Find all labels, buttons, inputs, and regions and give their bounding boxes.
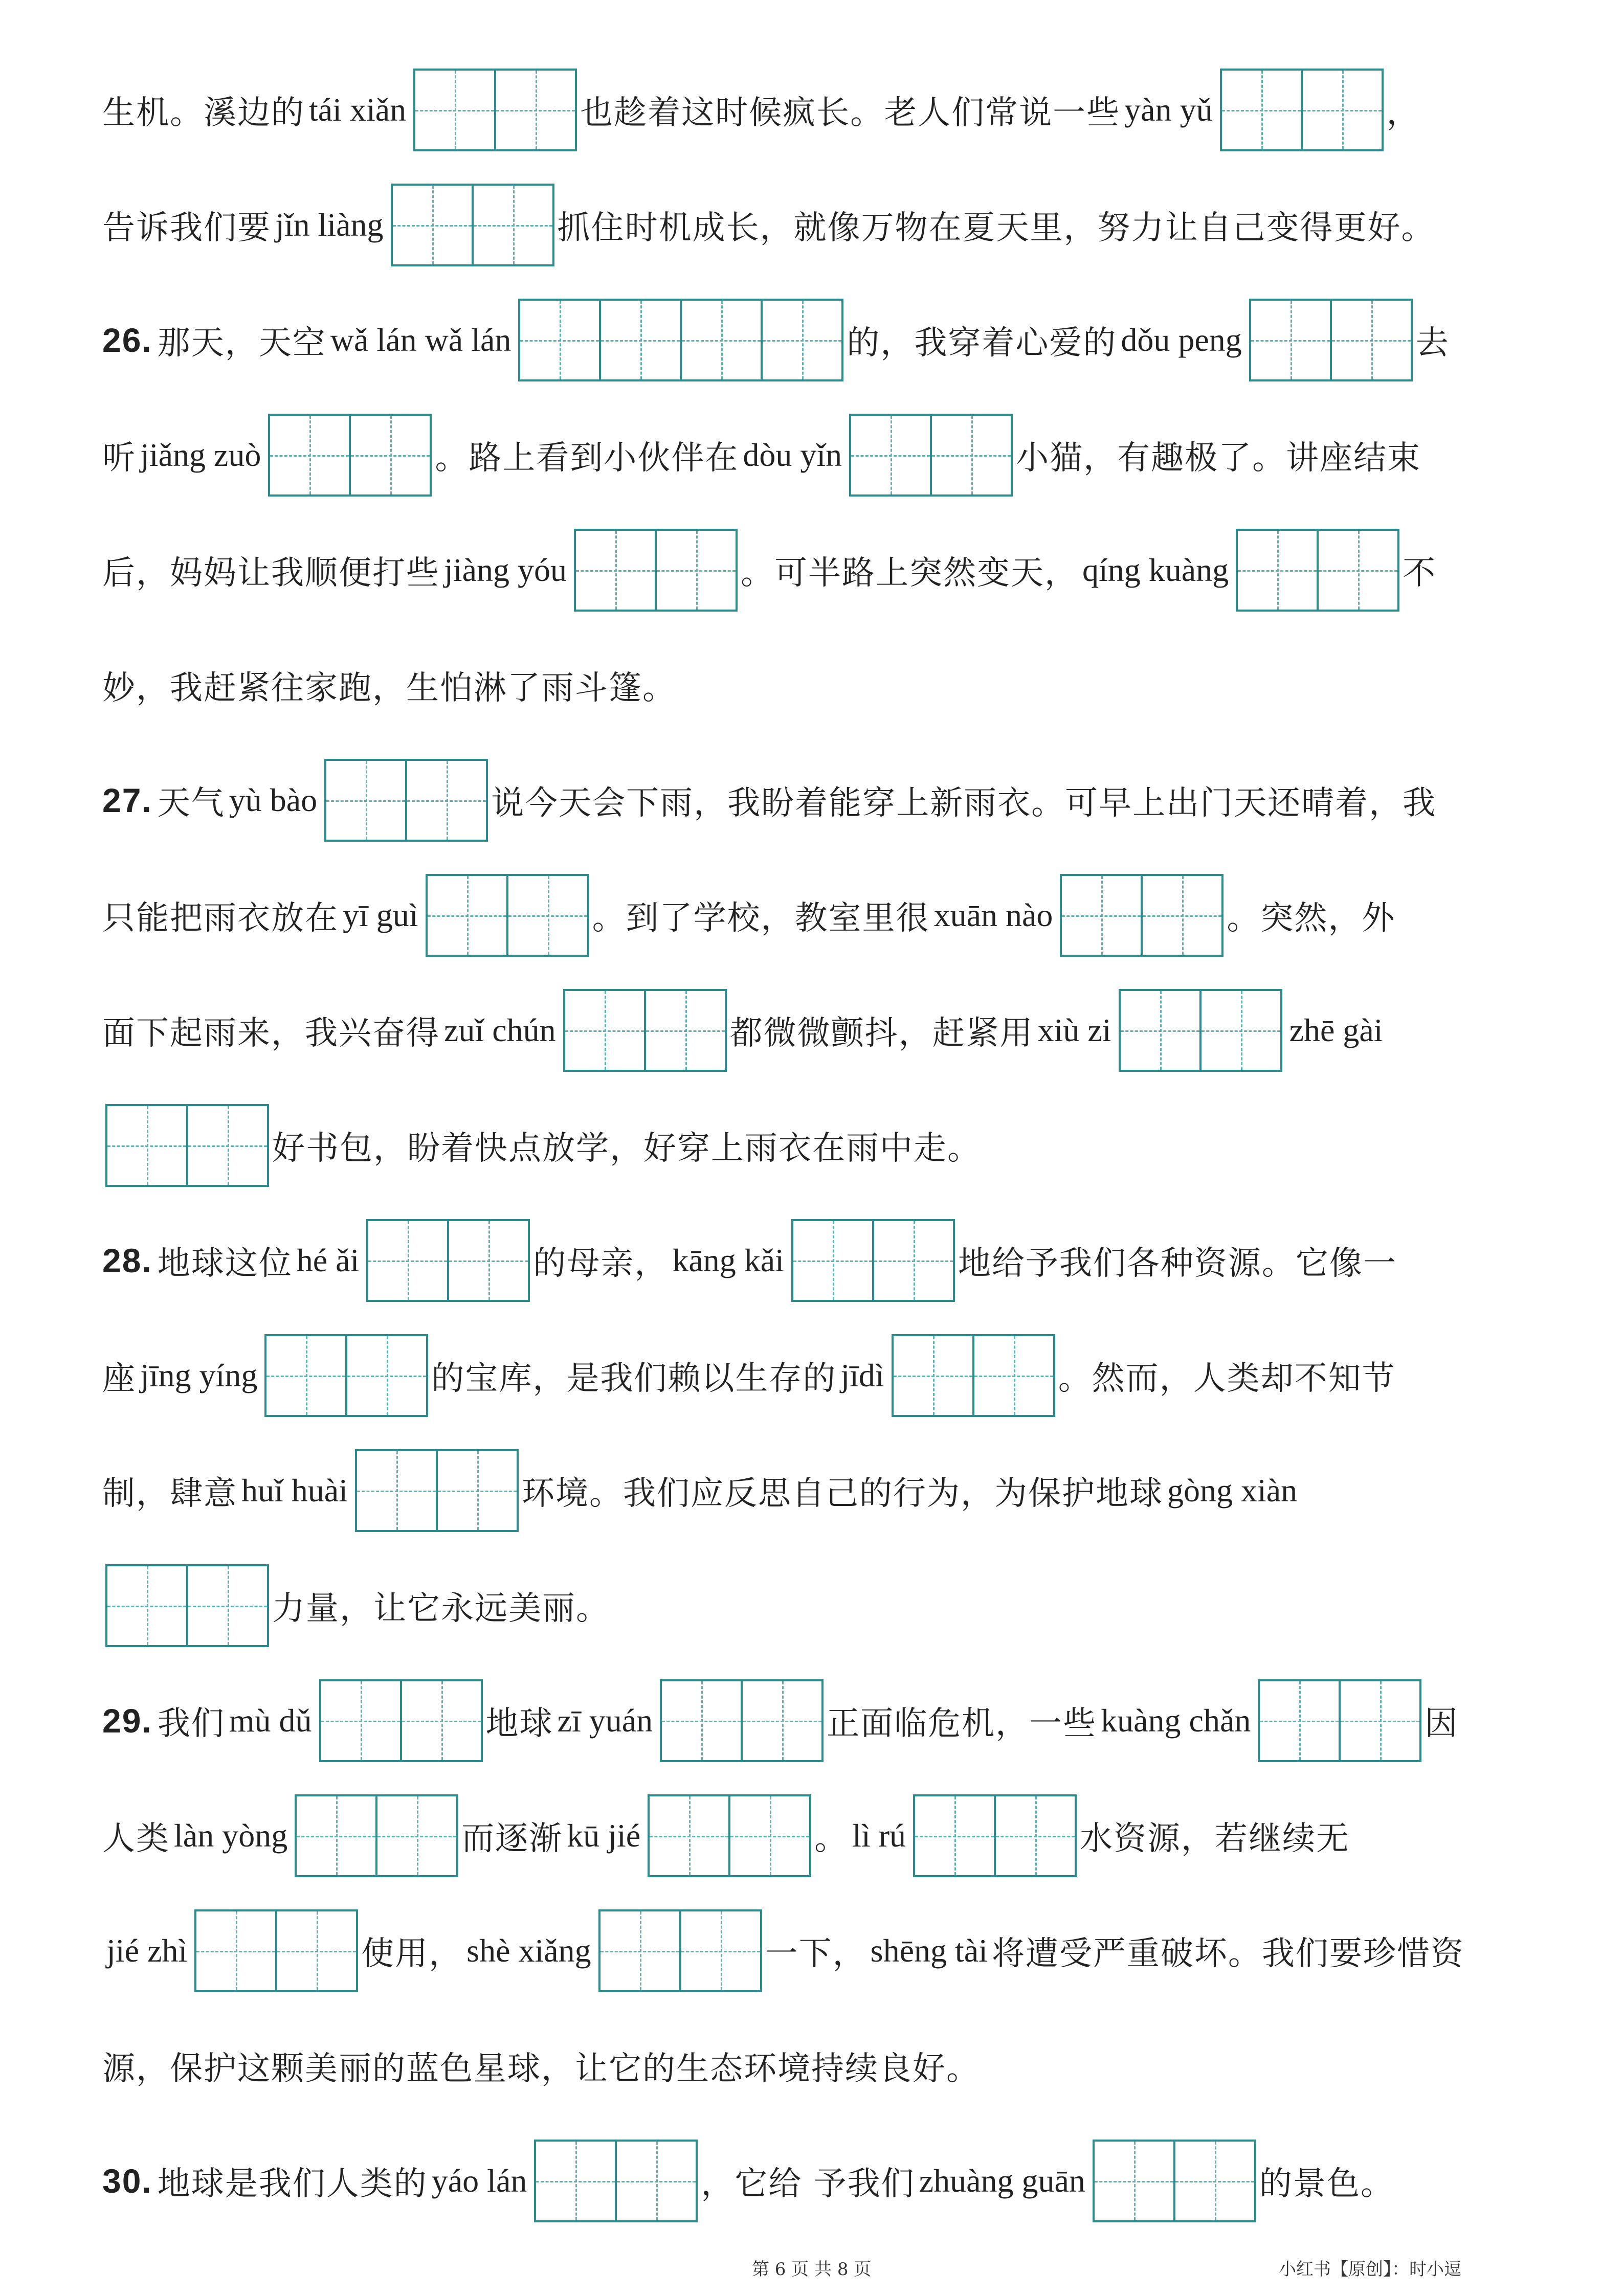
sentence-text: 人类 [102, 1820, 170, 1858]
answer-boxes[interactable] [534, 2140, 698, 2222]
answer-boxes[interactable] [105, 1104, 269, 1187]
sentence-text: 说今天会下雨，我盼着能穿上新雨衣。可早上出门天还晴着，我 [491, 784, 1437, 822]
sentence-text: 一下， [765, 1935, 866, 1973]
page-number: 第 6 页 共 8 页 [752, 2259, 872, 2280]
pinyin-prompt: kāng kǎi [672, 1242, 784, 1278]
sentence-text: 告诉我们要 [102, 209, 271, 247]
tianzige-cell[interactable] [598, 1909, 681, 1992]
tianzige-cell[interactable] [1060, 874, 1143, 957]
pinyin-prompt: yù bào [229, 782, 318, 818]
tianzige-cell[interactable] [402, 1679, 483, 1762]
pinyin-prompt: jiǎng zuò [140, 437, 261, 473]
tianzige-cell[interactable] [1143, 874, 1223, 957]
pinyin-prompt: kuàng chǎn [1101, 1702, 1251, 1739]
pinyin-prompt: shè xiǎng [466, 1932, 591, 1969]
tianzige-cell[interactable] [574, 529, 657, 612]
sentence-text: 面下起雨来，我兴奋得 [102, 1015, 440, 1052]
tianzige-cell[interactable] [657, 529, 738, 612]
answer-boxes[interactable] [913, 1794, 1077, 1877]
tianzige-cell[interactable] [932, 414, 1013, 497]
tianzige-cell[interactable] [763, 299, 843, 381]
text-line [102, 2022, 980, 2109]
tianzige-cell[interactable] [648, 1794, 730, 1877]
tianzige-cell[interactable] [264, 1334, 347, 1417]
sentence-text: 力量，让它永远美丽。 [272, 1590, 610, 1628]
tianzige-cell[interactable] [319, 1679, 402, 1762]
tianzige-cell[interactable] [391, 184, 474, 266]
answer-boxes[interactable] [660, 1679, 824, 1762]
tianzige-cell[interactable] [791, 1219, 874, 1302]
pinyin-prompt: yáo lán [431, 2163, 527, 2199]
answer-boxes[interactable] [366, 1219, 530, 1302]
sentence-text: 的景色。 [1259, 2165, 1394, 2203]
text-line [102, 527, 1436, 614]
tianzige-cell[interactable] [1093, 2140, 1175, 2222]
tianzige-cell[interactable] [277, 1909, 358, 1992]
sentence-text: 。到了学校，教室里很 [592, 899, 930, 937]
sentence-text: 地给予我们各种资源。它像一 [958, 1245, 1397, 1282]
tianzige-cell[interactable] [1220, 69, 1303, 151]
tianzige-cell[interactable] [449, 1219, 530, 1302]
answer-boxes[interactable] [1093, 2140, 1256, 2222]
answer-boxes[interactable] [791, 1219, 955, 1302]
text-line [102, 182, 1435, 268]
sentence-text: 的母亲， [533, 1245, 669, 1282]
pinyin-prompt: hé ǎi [296, 1242, 360, 1278]
sentence-text: 的宝库，是我们赖以生存的 [431, 1360, 837, 1398]
sentence-text: 好书包，盼着快点放学，好穿上雨衣在雨中走。 [272, 1130, 981, 1167]
answer-boxes[interactable] [1119, 989, 1282, 1072]
tianzige-cell[interactable] [295, 1794, 377, 1877]
text-line [102, 1792, 1350, 1879]
sentence-text: 听 [102, 439, 136, 477]
sentence-text: 也趁着这时候疯长。老人们常说一些 [580, 94, 1121, 132]
tianzige-cell[interactable] [508, 874, 589, 957]
pinyin-prompt: zhē gài [1289, 1012, 1383, 1048]
text-line [102, 987, 1387, 1074]
question-number: 27. [102, 781, 152, 819]
sentence-text: 正面临危机，一些 [827, 1705, 1097, 1743]
sentence-text: 小猫，有趣极了。讲座结束 [1016, 439, 1421, 477]
tianzige-cell[interactable] [1303, 69, 1384, 151]
tianzige-cell[interactable] [355, 1449, 438, 1532]
sentence-text: 我们 [157, 1705, 225, 1743]
tianzige-cell[interactable] [1236, 529, 1319, 612]
sentence-text: 地球 [485, 1705, 553, 1743]
pinyin-prompt: jiàng yóu [444, 552, 567, 588]
answer-boxes[interactable] [1060, 874, 1223, 957]
answer-boxes[interactable] [413, 69, 577, 151]
sentence-text: 环境。我们应反思自己的行为，为保护地球 [521, 1475, 1163, 1513]
answer-boxes[interactable] [648, 1794, 811, 1877]
answer-boxes[interactable] [264, 1334, 428, 1417]
sentence-text: 。然而，人类却不知节 [1058, 1360, 1396, 1398]
pinyin-prompt: làn yòng [174, 1817, 288, 1854]
tianzige-cell[interactable] [849, 414, 932, 497]
text-line [102, 412, 1421, 499]
answer-boxes[interactable] [1236, 529, 1399, 612]
sentence-text: 都微微颤抖，赶紧用 [729, 1015, 1034, 1052]
sentence-text: 使用， [361, 1935, 463, 1973]
answer-boxes[interactable] [319, 1679, 483, 1762]
pinyin-prompt: lì rú [852, 1817, 906, 1854]
pinyin-prompt: jīdì [840, 1357, 884, 1393]
pinyin-prompt: jǐn liàng [275, 207, 384, 243]
tianzige-cell[interactable] [268, 414, 351, 497]
sentence-text: 只能把雨衣放在 [102, 899, 339, 937]
sentence-text: 去 [1415, 324, 1450, 362]
tianzige-cell[interactable] [563, 989, 646, 1072]
pinyin-prompt: dǒu peng [1121, 322, 1242, 358]
sentence-text: 将遭受严重破坏。我们要珍惜资 [991, 1935, 1464, 1973]
sentence-text: 而逐渐 [461, 1820, 563, 1858]
sentence-text: 不 [1403, 554, 1437, 592]
tianzige-cell[interactable] [534, 2140, 617, 2222]
tianzige-cell[interactable] [426, 874, 508, 957]
sentence-text: 。可半路上突然变天， [740, 554, 1078, 592]
tianzige-cell[interactable] [1258, 1679, 1341, 1762]
pinyin-prompt: tái xiǎn [309, 92, 407, 128]
answer-boxes[interactable] [892, 1334, 1055, 1417]
tianzige-cell[interactable] [347, 1334, 428, 1417]
tianzige-cell[interactable] [681, 1909, 762, 1992]
sentence-text: 地球是我们人类的 [157, 2165, 428, 2203]
tianzige-cell[interactable] [892, 1334, 974, 1417]
pinyin-prompt: zhuàng guān [919, 2163, 1085, 2199]
text-line [102, 872, 1395, 959]
tianzige-cell[interactable] [1119, 989, 1202, 1072]
sentence-text: ， [1386, 94, 1420, 132]
tianzige-cell[interactable] [188, 1564, 269, 1647]
tianzige-cell[interactable] [874, 1219, 955, 1302]
pinyin-prompt: dòu yǐn [743, 437, 842, 473]
tianzige-cell[interactable] [438, 1449, 519, 1532]
sentence-text: 座 [102, 1360, 136, 1398]
pinyin-prompt: jié zhì [106, 1932, 188, 1969]
answer-boxes[interactable] [194, 1909, 358, 1992]
tianzige-cell[interactable] [1249, 299, 1332, 381]
answer-boxes[interactable] [295, 1794, 458, 1877]
answer-boxes[interactable] [849, 414, 1013, 497]
answer-boxes[interactable] [268, 414, 432, 497]
sentence-text: 生机。溪边的 [102, 94, 305, 132]
tianzige-cell[interactable] [601, 299, 682, 381]
sentence-text: 。突然，外 [1227, 899, 1396, 937]
text-line [102, 757, 1436, 844]
tianzige-cell[interactable] [518, 299, 601, 381]
text-line [102, 1562, 610, 1649]
answer-boxes[interactable] [518, 299, 843, 381]
sentence-text: ，它给 予我们 [701, 2165, 915, 2203]
pinyin-prompt: zī yuán [557, 1702, 653, 1739]
pinyin-prompt: xiù zi [1037, 1012, 1111, 1048]
sentence-text: 水资源，若继续无 [1080, 1820, 1350, 1858]
text-line [102, 1217, 1397, 1304]
sentence-text: 妙，我赶紧往家跑，生怕淋了雨斗篷。 [102, 669, 676, 707]
pinyin-prompt: yī guì [343, 897, 418, 933]
tianzige-cell[interactable] [730, 1794, 811, 1877]
sentence-text: 抓住时机成长，就像万物在夏天里，努力让自己变得更好。 [557, 209, 1435, 247]
tianzige-cell[interactable] [188, 1104, 269, 1187]
text-line [102, 297, 1450, 384]
text-line [102, 642, 676, 729]
tianzige-cell[interactable] [366, 1219, 449, 1302]
pinyin-prompt: shēng tài [870, 1932, 988, 1969]
answer-boxes[interactable] [391, 184, 554, 266]
pinyin-prompt: zuǐ chún [444, 1012, 556, 1048]
tianzige-cell[interactable] [407, 759, 488, 842]
tianzige-cell[interactable] [496, 69, 577, 151]
sentence-text: 。路上看到小伙伴在 [435, 439, 739, 477]
answer-boxes[interactable] [1220, 69, 1384, 151]
pinyin-prompt: qíng kuàng [1082, 552, 1229, 588]
answer-boxes[interactable] [105, 1564, 269, 1647]
tianzige-cell[interactable] [1341, 1679, 1421, 1762]
tianzige-cell[interactable] [1319, 529, 1399, 612]
question-number: 28. [102, 1242, 152, 1279]
sentence-text: 源，保护这颗美丽的蓝色星球，让它的生态环境持续良好。 [102, 2050, 980, 2088]
tianzige-cell[interactable] [1175, 2140, 1256, 2222]
pinyin-prompt: huǐ huài [241, 1472, 348, 1509]
sentence-text: 天气 [157, 784, 225, 822]
text-line [102, 1907, 1464, 1994]
tianzige-cell[interactable] [351, 414, 432, 497]
text-line [102, 1447, 1301, 1534]
tianzige-cell[interactable] [660, 1679, 743, 1762]
tianzige-cell[interactable] [974, 1334, 1055, 1417]
text-line [102, 1677, 1458, 1764]
text-line [102, 1102, 981, 1189]
sentence-text: 地球这位 [157, 1245, 293, 1282]
sentence-text: 因 [1425, 1705, 1459, 1743]
answer-boxes[interactable] [563, 989, 727, 1072]
tianzige-cell[interactable] [743, 1679, 824, 1762]
tianzige-cell[interactable] [194, 1909, 277, 1992]
pinyin-prompt: kū jié [567, 1817, 641, 1854]
tianzige-cell[interactable] [474, 184, 554, 266]
answer-boxes[interactable] [574, 529, 738, 612]
sentence-text: 的，我穿着心爱的 [847, 324, 1117, 362]
pinyin-prompt: jīng yíng [140, 1357, 258, 1393]
question-number: 30. [102, 2162, 152, 2200]
pinyin-prompt: xuān nào [933, 897, 1053, 933]
tianzige-cell[interactable] [1202, 989, 1282, 1072]
tianzige-cell[interactable] [996, 1794, 1077, 1877]
answer-boxes[interactable] [324, 759, 488, 842]
tianzige-cell[interactable] [105, 1104, 188, 1187]
text-line [102, 1332, 1396, 1419]
question-number: 26. [102, 321, 152, 359]
tianzige-cell[interactable] [377, 1794, 458, 1877]
pinyin-prompt: mù dǔ [229, 1702, 312, 1739]
sentence-text: 后，妈妈让我顺便打些 [102, 554, 440, 592]
pinyin-prompt: yàn yǔ [1124, 92, 1213, 128]
tianzige-cell[interactable] [646, 989, 727, 1072]
tianzige-cell[interactable] [413, 69, 496, 151]
pinyin-prompt: gòng xiàn [1167, 1472, 1298, 1509]
sentence-text: 那天，天空 [157, 324, 326, 362]
answer-boxes[interactable] [426, 874, 589, 957]
author-credit: 小红书【原创】：时小逗 [1279, 2259, 1461, 2280]
text-line [102, 2137, 1394, 2224]
answer-boxes[interactable] [1249, 299, 1413, 381]
answer-boxes[interactable] [355, 1449, 519, 1532]
answer-boxes[interactable] [598, 1909, 762, 1992]
tianzige-cell[interactable] [105, 1564, 188, 1647]
pinyin-prompt: wǎ lán wǎ lán [330, 322, 511, 358]
tianzige-cell[interactable] [682, 299, 763, 381]
question-number: 29. [102, 1702, 152, 1740]
tianzige-cell[interactable] [1332, 299, 1413, 381]
tianzige-cell[interactable] [617, 2140, 698, 2222]
sentence-text: 制，肆意 [102, 1475, 237, 1513]
answer-boxes[interactable] [1258, 1679, 1421, 1762]
tianzige-cell[interactable] [324, 759, 407, 842]
tianzige-cell[interactable] [913, 1794, 996, 1877]
sentence-text: 。 [814, 1820, 849, 1858]
text-line [102, 66, 1420, 153]
